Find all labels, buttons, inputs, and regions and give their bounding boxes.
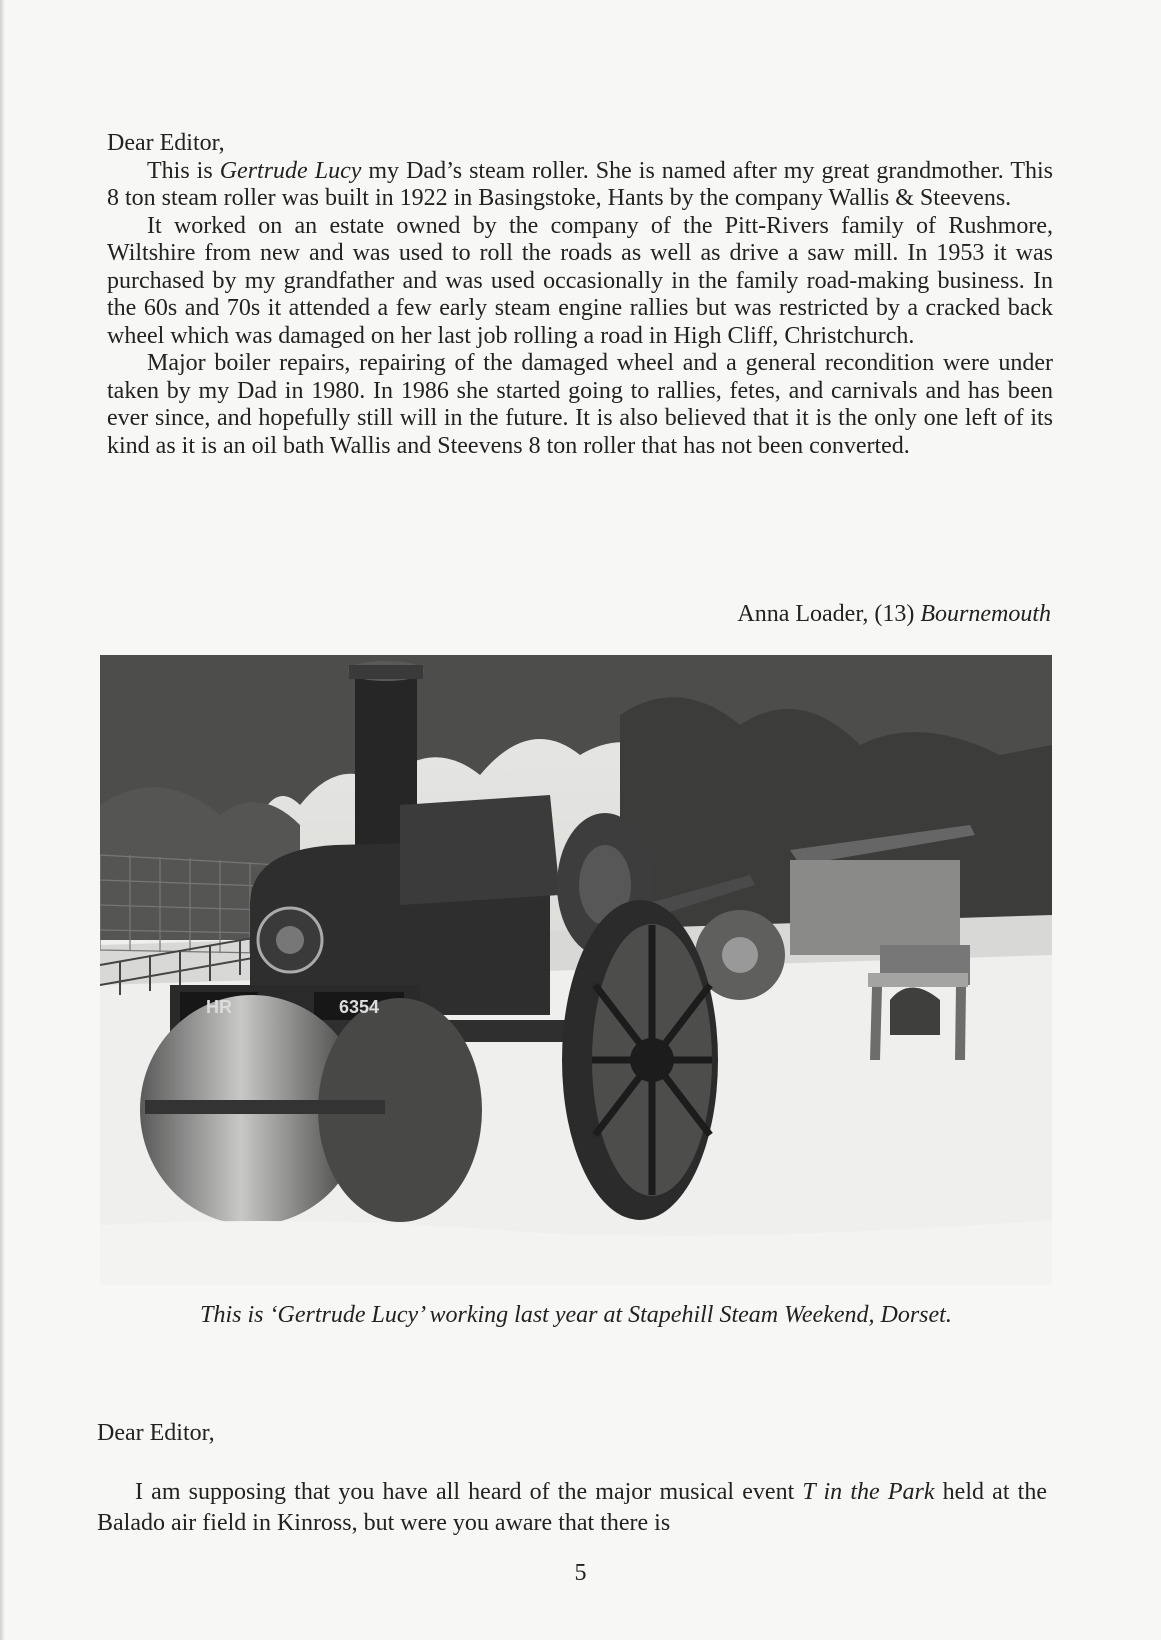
letter1-salutation: Dear Editor, [107,130,225,156]
letter2-paragraph-1 [97,1477,1047,1539]
letter2-salutation: Dear Editor, [97,1420,215,1446]
signature-place: Bournemouth [920,601,1051,627]
letter1-p1-start: This is [147,157,220,184]
letter-t-in-the-park [97,1418,1047,1539]
letter1-paragraph-2: It worked on an estate owned by the company of the Pitt-Rivers family of Rushmore, Wiltshire from new and was used to roll the roads as well as drive a saw mill. In 1953 it was purchased by my grandfather and was used occasionally in the family road-making business. In the 60s and 70s it attended a few early steam engine rallies but was restricted by a cracked back wheel which was damaged on her last job rolling a road in High Cliff, Christchurch. [107,212,1053,349]
letter1-paragraph-1 [107,158,1053,213]
page-crease-shadow [0,0,5,1640]
letter1-signature [737,601,1051,628]
page-number: 5 [574,1560,587,1586]
number-plate-right: 6354 [338,997,380,1017]
signature-name: Anna Loader, (13) [737,601,921,627]
letter2-p1-event: T in the Park [802,1479,935,1505]
steam-roller-illustration [100,655,1052,1285]
letter2-p1-start: I am supposing that you have all heard of the major musical event [135,1479,803,1505]
letter1-paragraph-3: Major boiler repairs, repairing of the damaged wheel and a general recondition were under taken by my Dad in 1980. In 1986 she started going to rallies, fetes, and carnivals and has been ever since, and hopefully still will in the future. It is also believed that it is the only one left of its kind as it is an oil bath Wallis and Steevens 8 ton roller that has not been converted. [107,350,1053,459]
letter2-p1-rest: held at the Balado air field in Kinross, but were you aware that there is [97,1479,1047,1536]
number-plate-left: HR [206,997,232,1017]
letter1-p1-name: Gertrude Lucy [219,157,362,184]
steam-roller-photo [100,655,1052,1285]
letter1-p1-rest: my Dad’s steam roller. She is named after my great grandmother. This 8 ton steam roller was built in 1922 in Basingstoke, Hants by the company Wallis & Steevens. [107,157,1053,211]
letter-gertrude-lucy [107,130,1053,460]
photo-caption: This is ‘Gertrude Lucy’ working last year at Stapehill Steam Weekend, Dorset. [200,1302,952,1328]
